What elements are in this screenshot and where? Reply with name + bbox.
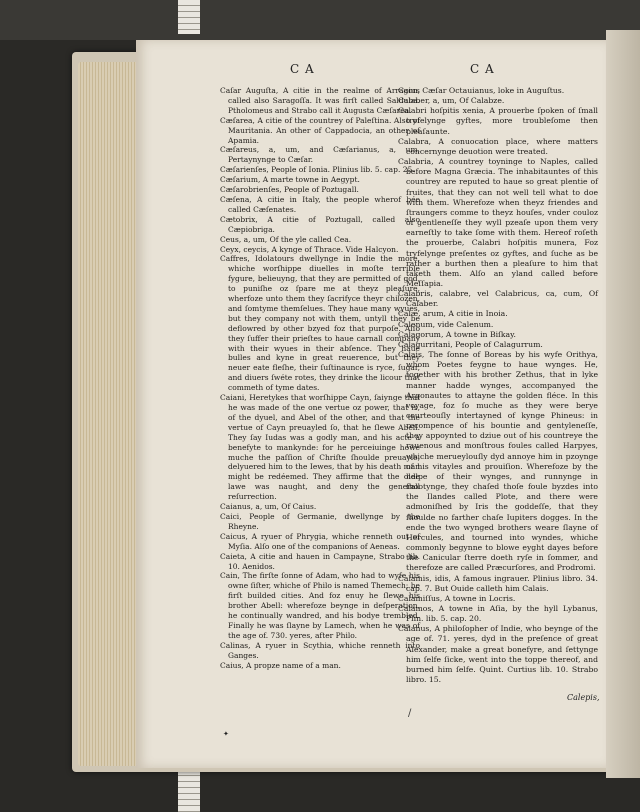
- dictionary-entry: Cain, The firſte ſonne of Adam, who had to wyfe his owne ſiſter, whiche of Philo is named Themech; he firſt builded cities. And foz enuy he ſlewe his brother Abell: wherefoze beynge in deſperation, he continually wandred, and his bodye trembled. Finally he was ſlayne by Lamech, when he was of the age of. 730. yeres, after Philo.: [220, 571, 420, 640]
- dictionary-entry: Calabria, A countrey toyninge to Naples, called before Magna Græcia. The inhabitauntes of this countrey are reputed to haue so great plentie of fruites, that they can not well tell what to doe with them. Wherefoze when theyz friendes and ſtraungers comme to theyz houſes, vnder couloz of gentleneſſe they wyll pzeaſe upon them very earneſtly to take ſome with them. Hereof roſeth the prouerbe, Calabri hoſpitis munera, Foz tryfelynge preſentes oz gyftes, and ſuche as be rather a burthen then a pleaſure to him that taketh them. Alſo an yland called before Meſſapia.: [398, 157, 598, 288]
- dictionary-entry: Calamos, A towne in Aſia, by the hyll Lybanus, Plin. lib. 5. cap. 20.: [398, 603, 598, 624]
- dictionary-entry: Caiani, Heretykes that worſhippe Cayn, ſaiynge that he was made of the one vertue oz power, that is, of the dyuel, and Abel of the other, and that the vertue of Cayn preuayled ſo, that he ſlewe Abell. They ſay Iudas was a godly man, and his acte a benefyte to mankynde: for he perceiuinge howe muche the paſſion of Chriſte ſhoulde preuayle, delyuered him to the Iewes, that by his death man might be redéemed. They affirme that the olde lawe was naught, and deny the generall reſurrection.: [220, 393, 420, 502]
- right-text-column: [398, 86, 598, 685]
- dictionary-entry: Calabris, calabre, vel Calabricus, ca, cum, Of Calaber.: [398, 289, 598, 309]
- catchword: Calepis,: [567, 693, 600, 702]
- dictionary-entry: Caius Cæſar Octauianus, loke in Auguſtus.: [398, 86, 565, 95]
- dictionary-entry: Calais, The ſonne of Boreas by his wyfe Orithya, whom Poetes feygne to haue wynges. He, together with his brother Zethus, that in lyke manner hadde wynges, accompanyed the Argonautes to attayne the golden fléce. In this voyage, foz ſo muche as they were berye courteouſly intertayned of kynge Phineus: in recompence of his bountie and gentyleneſſe, they appoynted to dziue out of his countreye the rauenous and monſtrous foules called Harpyes, whiche merueylouſly dyd annoye him in pzoynge of his vitayles and prouiſion. Wherefoze by the helpe of their wynges, and runnynge in ſhootynge, they chaſed thoſe foule byzdes into the Ilandes called Plote, and there were admoniſhed by Iris the goddeſſe, that they ſhoulde no farther chaſe Iupiters dogges. In the ende the two wynged brothers weare ſlayne of Hercules, and tourned into wyndes, whiche commonly begynne to blowe eyght dayes before the Canicular ſterre doeth ryſe in ſommer, and therefoze are called Præcurſores, and Prodromi.: [398, 350, 598, 573]
- left-text-column: [220, 86, 420, 670]
- dictionary-entry: Calæ, arum, A citie in Inoia.: [398, 309, 508, 319]
- dictionary-entry: Caianus, a, um, Of Caius.: [220, 502, 317, 512]
- dictionary-entry: Caicus, A ryuer of Phrygia, whiche renneth out of Myſia. Alſo one of the companions of Aeneas.: [220, 531, 420, 551]
- dictionary-entry: Ceyx, ceycis, A kynge of Thrace. Vide Halcyon.: [220, 244, 399, 254]
- facing-page-sliver: [606, 30, 640, 778]
- scanner-background: [0, 0, 640, 40]
- scale-ruler-bottom: [178, 770, 200, 812]
- dictionary-entry: Caffres, Idolatours dwellynge in Indie the more, whiche worſhippe diuelles in moſte terrible fygure, belieuyng, that they are permitted of god, to puniſhe oz ſpare me at theyz pleaſure, wherfoze unto them they ſacrifyce theyr chilozen, and ſomtyme themſelues. They haue many wyues, but they company not with them, untyll they be deflowred by other bzyed foz that purpoſe. Alſo they ſuffer their prieſtes to haue carnall company with their wyues in their abſence. They haue bulles and kyne in great reuerence, but they neuer eate fleſhe, their ſuſtinaunce is ryce, ſugar, and diuers ſwéte rotes, they drinke the licour that commeth of tyme dates.: [220, 254, 420, 393]
- dictionary-entry: Cæſarium, A marte towne in Aegypt.: [220, 175, 360, 185]
- left-running-header: C A: [290, 62, 315, 76]
- right-running-header: C A: [470, 62, 495, 76]
- dictionary-entry: Calinas, A ryuer in Scythia, whiche renneth into Ganges.: [220, 640, 420, 660]
- signature-mark: ✦: [223, 730, 229, 738]
- dictionary-entry: Cæſena, A citie in Italy, the people wherof bée called Cæſenates.: [220, 194, 420, 214]
- dictionary-entry: Calabri hoſpitis xenia, A prouerbe ſpoken of ſmall tryfelynge gyftes, more troubleſome then pleaſaunte.: [398, 106, 598, 136]
- dictionary-entry: Calanus, A philoſopher of Indie, who beynge of the age of. 71. yeres, dyd in the preſence of great Alexander, make a great bonefyre, and ſettynge him ſelfe ſicke, went into the toppe thereof, and burned him ſelfe. Quint. Curtius lib. 10. Strabo libro. 15.: [398, 624, 598, 685]
- dictionary-entry: Calamis, idis, A famous ingrauer. Plinius libro. 34. cap. 7. But Ouide calleth him Calais.: [398, 573, 598, 593]
- dictionary-entry: Cæſarobrienſes, People of Poztugall.: [220, 185, 359, 195]
- dictionary-entry: Cæſareus, a, um, and Cæſarianus, a, um, Pertaynynge to Cæſar.: [220, 145, 420, 165]
- dictionary-entry: Calagurritani, People of Calagurrum.: [398, 339, 543, 349]
- dictionary-entry: Calamiſſus, A towne in Locris.: [398, 593, 516, 603]
- dictionary-entry: Calenum, vide Calenum.: [398, 319, 494, 329]
- stray-mark: /: [408, 708, 412, 719]
- dictionary-entry: Caſar Auguſta, A citie in the realme of Arragon, called also Saragoſſa. It was firſt called Salduba. Ptholomeus and Strabo call it Augusta Cæſarea.: [220, 86, 420, 115]
- dictionary-entry: Caici, People of Germanie, dwellynge by the Rheyne.: [220, 511, 420, 531]
- dictionary-entry: Caius, A propze name of a man.: [220, 660, 341, 670]
- dictionary-entry: Calabra, A conuocation place, where matters concernynge deuotion were treated.: [398, 136, 598, 156]
- dictionary-entry: Caieta, A citie and hauen in Campayne, Strabo lib. 10. Aenidos.: [220, 551, 420, 571]
- scale-ruler-top: [178, 0, 200, 34]
- dictionary-entry: Calagorum, A towne in Biſkay.: [398, 329, 516, 339]
- dictionary-entry: Cætobrix, A citie of Poztugall, called also Cæpiobriga.: [220, 214, 420, 234]
- dictionary-entry: Cæſarea, A citie of the countrey of Paleſtina. Also of Mauritania. An other of Cappadocia, an other of Apamia.: [220, 115, 420, 145]
- dictionary-entry: Calaber, a, um, Of Calabze.: [398, 96, 505, 106]
- page-edges: [78, 62, 138, 766]
- dictionary-entry: Cæſarienſes, People of Ionia. Plinius lib. 5. cap. 25.: [220, 165, 415, 175]
- dictionary-entry: Ceus, a, um, Of the yle called Cea.: [220, 234, 352, 244]
